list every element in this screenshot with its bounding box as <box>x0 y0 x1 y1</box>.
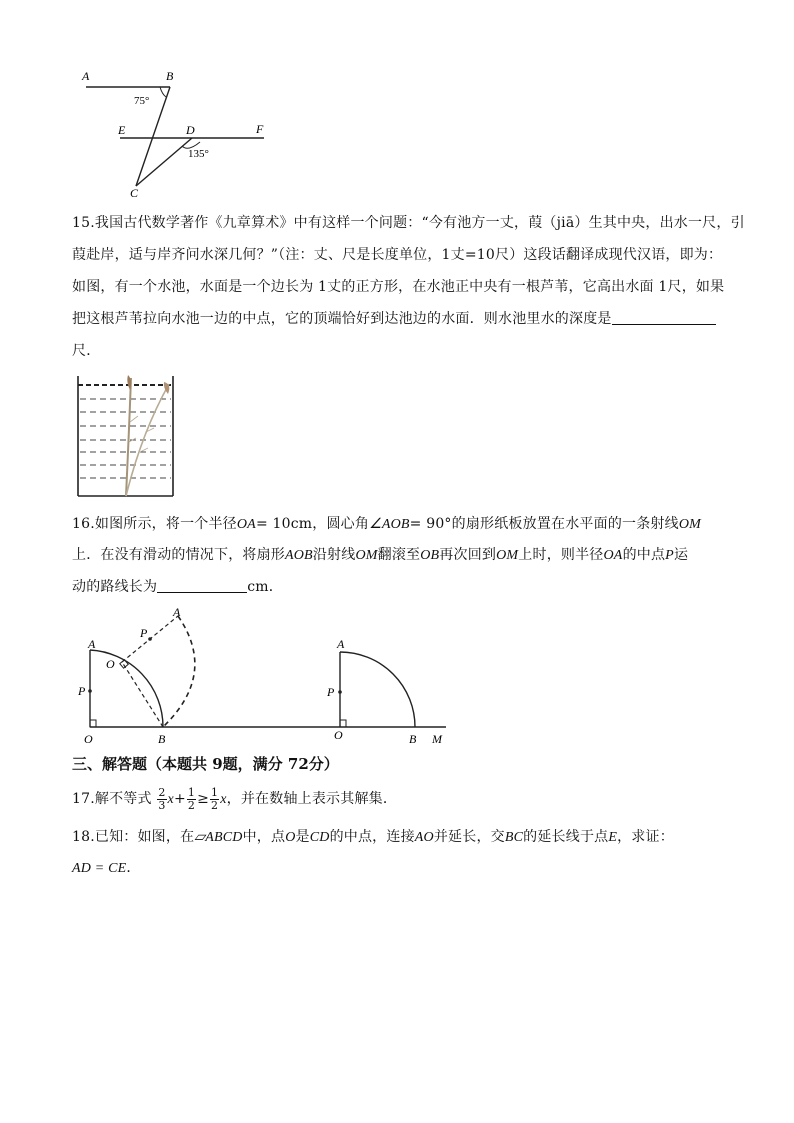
q16-answer-blank[interactable] <box>157 578 247 593</box>
section-heading: 三、解答题（本题共 9题，满分 72分） <box>72 755 339 773</box>
water-lines <box>80 399 171 478</box>
q18-var-cd: CD <box>309 830 330 845</box>
label-e: E <box>118 123 126 137</box>
q18-line-1 <box>72 827 674 848</box>
label-d: D <box>186 123 195 137</box>
fig16-label-a-rotated: A <box>173 605 181 619</box>
reed-upright-tip <box>127 375 131 390</box>
q15-line-1: 15.我国古代数学著作《九章算术》中有这样一个问题：“今有池方一丈，葭（jiā）生其中央，出水一尺，引 <box>72 215 745 231</box>
rotated-point-p <box>148 637 152 641</box>
q15-line-3: 如图，有一个水池，水面是一个边长为 1丈的正方形，在水池正中央有一根芦苇，它高出水面 1尺，如果 <box>72 279 725 295</box>
fig16-label-o: O <box>84 732 93 746</box>
q17-text: 17.解不等式 <box>72 791 152 807</box>
label-b: B <box>166 69 174 83</box>
q16-text-5: 沿射线 <box>312 547 356 563</box>
q16-line-3 <box>72 577 283 597</box>
q16-text-8: 上时，则半径 <box>518 547 604 563</box>
q16-var-om-3: OM <box>496 548 519 563</box>
q18-text-3: 是 <box>295 829 310 845</box>
fig16-label-m: M <box>432 732 442 746</box>
q16-text-6: 翻滚至 <box>377 547 421 563</box>
q16-var-om-2: OM <box>355 548 378 563</box>
q15-line-4 <box>72 309 716 329</box>
frac1-num: 2 <box>158 785 166 799</box>
q18-text-6: 的延长线于点 <box>523 829 609 845</box>
q18-var-bc: BC <box>504 830 524 845</box>
q18-parallelogram: ▱ABCD <box>194 830 243 845</box>
q18-var-ao: AO <box>414 830 434 845</box>
fig16-label-p-2: P <box>327 685 335 699</box>
q16-line-2 <box>72 545 688 566</box>
q18-line-2 <box>72 858 141 879</box>
fig16-label-b: B <box>158 732 166 746</box>
fig16-label-b-2: B <box>409 732 417 746</box>
q16-text-10: 运 <box>673 547 689 563</box>
sector2-right-angle <box>340 720 346 727</box>
frac2-num: 1 <box>187 785 196 799</box>
angle-arc-b <box>160 87 166 97</box>
q18-text-4: 的中点，连接 <box>329 829 415 845</box>
q16-var-p: P <box>665 548 674 563</box>
sector1-right-angle <box>90 720 96 727</box>
q17-var-x: x <box>167 792 174 807</box>
fraction-two-thirds <box>157 787 166 812</box>
angle-label-b: 75° <box>134 95 150 107</box>
sector2-point-p <box>338 690 342 694</box>
fraction-one-half <box>187 787 196 812</box>
q18-var-o: O <box>285 830 296 845</box>
frac3-den: 2 <box>211 798 219 812</box>
fig16-label-a: A <box>88 637 96 651</box>
q17-ge: ≥ <box>197 791 210 807</box>
frac2-den: 2 <box>187 798 196 812</box>
q18-text-2: 中，点 <box>242 829 286 845</box>
q15-answer-blank[interactable] <box>612 310 716 325</box>
q17-line <box>72 786 397 813</box>
q18-text-1: 18.已知：如图，在 <box>72 829 195 845</box>
fig16-label-a-2: A <box>337 637 345 651</box>
q16-var-ob: OB <box>420 548 440 563</box>
sector1-point-p <box>88 689 92 693</box>
q16-text-9: 的中点 <box>622 547 666 563</box>
q18-equation: AD = CE <box>72 861 127 876</box>
q17-plus: + <box>173 791 186 807</box>
q16-var-aob: AOB <box>285 548 313 563</box>
q18-text-7: ，求证： <box>617 829 674 845</box>
q16-var-om: OM <box>678 517 702 532</box>
q15-line-4-text: 把这根芦苇拉向水池一边的中点，它的顶端恰好到达池边的水面．则水池里水的深度是 <box>72 311 612 327</box>
q17-text-2: ，并在数轴上表示其解集． <box>226 791 398 807</box>
frac3-num: 1 <box>211 785 219 799</box>
q16-text-11: 动的路线长为 <box>72 579 158 595</box>
q16-text-1: 16.如图所示，将一个半径 <box>72 516 237 532</box>
label-c: C <box>130 186 139 200</box>
q16-text-7: 再次回到 <box>439 547 497 563</box>
frac1-den: 3 <box>158 798 166 812</box>
q16-text-3: = 90°的扇形纸板放置在水平面的一条射线 <box>409 516 679 532</box>
q17-var-x-2: x <box>220 792 227 807</box>
label-a: A <box>82 69 90 83</box>
q16-line-1 <box>72 514 701 535</box>
geometry-figure-parallel-lines <box>70 60 290 200</box>
q15-line-2: 葭赴岸，适与岸齐问水深几何？”（注：丈、尺是长度单位，1丈=10尺）这段话翻译成现代汉语，即为： <box>72 247 723 263</box>
q16-angle: ∠AOB <box>369 517 410 532</box>
q18-var-e: E <box>608 830 618 845</box>
q18-text-8: ． <box>126 860 141 876</box>
q15-line-5: 尺． <box>72 343 101 359</box>
q16-text-12: cm． <box>247 579 283 595</box>
fig16-label-o-2: O <box>334 728 343 742</box>
q16-var-oa-2: OA <box>603 548 623 563</box>
pond-reed-figure <box>74 372 178 500</box>
q18-text-5: 并延长，交 <box>433 829 505 845</box>
q16-text-2: = 10cm，圆心角 <box>255 516 370 532</box>
rolling-sector-figure <box>70 604 460 749</box>
angle-label-d: 135° <box>188 148 209 160</box>
label-f: F <box>256 122 264 136</box>
fig16-label-p-rotated: P <box>140 626 148 640</box>
rotated-arc <box>163 616 195 727</box>
sector2-arc <box>340 652 415 727</box>
q16-var-oa: OA <box>236 517 256 532</box>
q16-text-4: 上．在没有滑动的情况下，将扇形 <box>72 547 285 563</box>
fig16-label-o-rotated: O <box>106 657 115 671</box>
fraction-one-half-2 <box>210 787 219 812</box>
fig16-label-p: P <box>78 684 86 698</box>
